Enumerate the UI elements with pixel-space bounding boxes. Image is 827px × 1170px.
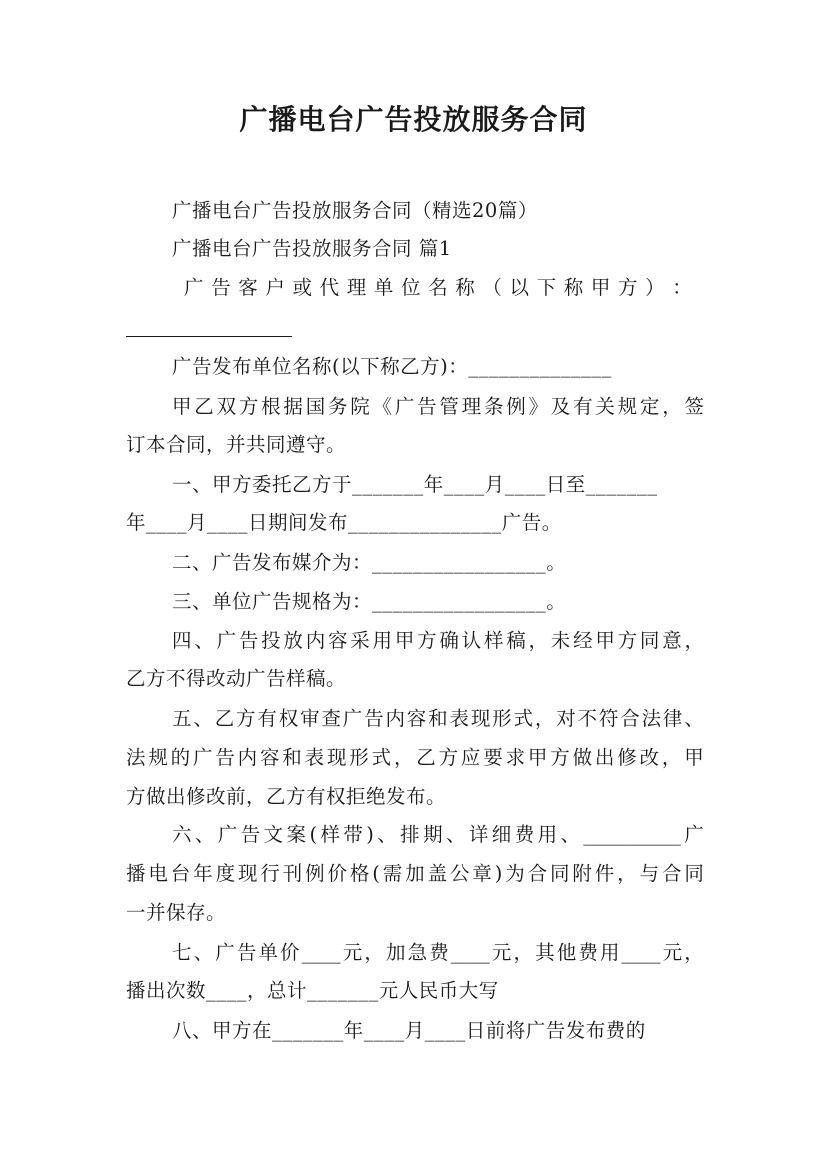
clause-3-line: 三、单位广告规格为：_________________。 — [172, 590, 567, 613]
clause-5-line: 法 规 的 广 告 内 容 和 表 现 形 式 ， 乙 方 应 要 求 甲 方 做 出 修 改 ， 甲 — [126, 746, 704, 769]
clause-7-line: 播出次数____，总计_______元人民币大写 — [126, 979, 499, 1002]
clause-1-line: 一、甲方委托乙方于_______年____月____日至_______ — [172, 473, 658, 496]
section-heading: 广播电台广告投放服务合同 篇1 — [172, 237, 452, 260]
clause-6-line: 播 电 台 年 度 现 行 刊 例 价 格 ( 需 加 盖 公 章 ) 为 合 同 附 件 ， 与 合 同 — [126, 862, 704, 885]
clause-6-line: 六 、 广 告 文 案 ( 样 带 ) 、 排 期 、 详 细 费 用 、 __________ 广 — [172, 823, 704, 846]
clause-7-line: 七 、 广 告 单 价 ____ 元 ， 加 急 费 ____ 元 ， 其 他 费 用 ____ 元 ， — [172, 941, 704, 964]
clause-4-line: 乙方不得改动广告样稿。 — [126, 667, 347, 690]
subtitle-line: 广播电台广告投放服务合同（精选20篇） — [172, 199, 538, 222]
party-b-line: 广告发布单位名称(以下称乙方)：______________ — [172, 355, 612, 378]
party-a-label: 广 告 客 户 或 代 理 单 位 名 称 （ 以 下 称 甲 方 ） ： — [184, 276, 692, 299]
clause-5-line: 方做出修改前，乙方有权拒绝发布。 — [126, 785, 447, 808]
clause-4-line: 四 、 广 告 投 放 内 容 采 用 甲 方 确 认 样 稿 ， 未 经 甲 方 同 意 ， — [172, 629, 704, 652]
paragraph-line: 甲 乙 双 方 根 据 国 务 院 《 广 告 管 理 条 例 》 及 有 关 规 定 ， 签 — [172, 395, 704, 418]
document-title: 广播电台广告投放服务合同 — [239, 103, 588, 136]
clause-5-line: 五 、 乙 方 有 权 审 查 广 告 内 容 和 表 现 形 式 ， 对 不 符 合 法 律 、 — [172, 707, 704, 730]
party-a-blank — [126, 336, 292, 337]
paragraph-line: 订本合同，并共同遵守。 — [126, 433, 347, 456]
clause-2-line: 二、广告发布媒介为：_________________。 — [172, 551, 567, 574]
clause-6-line: 一并保存。 — [126, 901, 227, 924]
clause-1-line: 年____月____日期间发布_______________广告。 — [126, 511, 562, 534]
clause-8-line: 八、甲方在_______年____月____日前将广告发布费的 — [172, 1019, 646, 1042]
